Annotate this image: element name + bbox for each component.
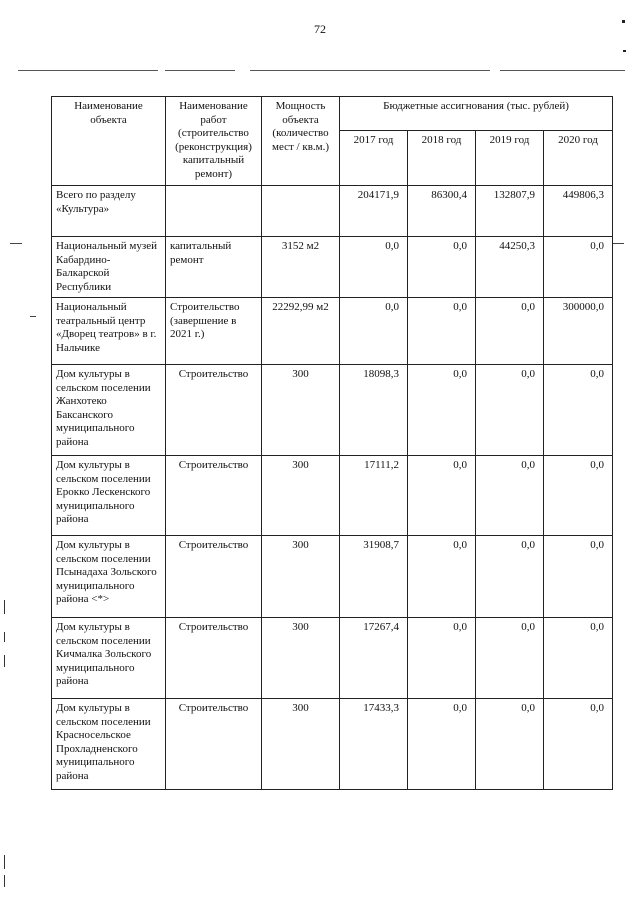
scan-artifact xyxy=(30,316,36,317)
header-year-2017: 2017 год xyxy=(340,131,408,186)
value-2018: 86300,4 xyxy=(408,186,476,237)
work-type: Строительство xyxy=(166,456,262,536)
value-2020: 0,0 xyxy=(544,237,613,298)
scan-line xyxy=(250,70,490,71)
value-2019: 0,0 xyxy=(476,699,544,790)
value-2019: 0,0 xyxy=(476,536,544,618)
value-2018: 0,0 xyxy=(408,237,476,298)
object-name: Национальный музей Кабардино-Балкарской Республики xyxy=(52,237,166,298)
capacity: 3152 м2 xyxy=(262,237,340,298)
table-row xyxy=(52,186,613,237)
capacity: 300 xyxy=(262,618,340,699)
value-2018: 0,0 xyxy=(408,618,476,699)
value-2017: 0,0 xyxy=(340,298,408,365)
scan-line xyxy=(18,70,158,71)
work-type: капитальный ремонт xyxy=(166,237,262,298)
value-2020: 0,0 xyxy=(544,699,613,790)
table-row xyxy=(52,536,613,618)
object-name: Национальный театральный центр «Дворец театров» в г. Нальчике xyxy=(52,298,166,365)
value-2018: 0,0 xyxy=(408,365,476,456)
scan-artifact xyxy=(4,855,5,869)
table-row xyxy=(52,699,613,790)
scan-artifact xyxy=(4,600,5,614)
capacity: 22292,99 м2 xyxy=(262,298,340,365)
object-name: Дом культуры в сельском поселении Кичмалка Зольского муниципального района xyxy=(52,618,166,699)
work-type: Строительство xyxy=(166,536,262,618)
scan-artifact xyxy=(4,875,5,887)
work-type: Строительство (завершение в 2021 г.) xyxy=(166,298,262,365)
value-2017: 17111,2 xyxy=(340,456,408,536)
table-header xyxy=(52,97,613,186)
value-2020: 0,0 xyxy=(544,536,613,618)
object-name: Дом культуры в сельском поселении Жанхотеко Баксанского муниципального района xyxy=(52,365,166,456)
value-2018: 0,0 xyxy=(408,699,476,790)
scan-artifact xyxy=(623,50,626,52)
capacity xyxy=(262,186,340,237)
value-2019: 0,0 xyxy=(476,365,544,456)
work-type: Строительство xyxy=(166,365,262,456)
value-2020: 300000,0 xyxy=(544,298,613,365)
header-budget: Бюджетные ассигнования (тыс. рублей) xyxy=(340,97,613,131)
header-capacity: Мощность объекта (количество мест / кв.м.) xyxy=(262,97,340,186)
capacity: 300 xyxy=(262,536,340,618)
table-row xyxy=(52,456,613,536)
value-2017: 17267,4 xyxy=(340,618,408,699)
table-row xyxy=(52,237,613,298)
work-type: Строительство xyxy=(166,618,262,699)
value-2017: 17433,3 xyxy=(340,699,408,790)
value-2017: 204171,9 xyxy=(340,186,408,237)
scan-artifact xyxy=(622,20,625,23)
value-2019: 0,0 xyxy=(476,456,544,536)
header-work-type: Наименование работ (строительство (реконструкция) капитальный ремонт) xyxy=(166,97,262,186)
table-row xyxy=(52,618,613,699)
object-name: Дом культуры в сельском поселении Красносельское Прохладненского муниципального района xyxy=(52,699,166,790)
scan-artifact xyxy=(612,243,624,244)
value-2017: 18098,3 xyxy=(340,365,408,456)
value-2018: 0,0 xyxy=(408,456,476,536)
work-type: Строительство xyxy=(166,699,262,790)
value-2019: 0,0 xyxy=(476,618,544,699)
scan-line xyxy=(500,70,625,71)
capacity: 300 xyxy=(262,456,340,536)
value-2020: 0,0 xyxy=(544,456,613,536)
budget-table xyxy=(51,96,613,790)
value-2018: 0,0 xyxy=(408,298,476,365)
work-type xyxy=(166,186,262,237)
page-number: 72 xyxy=(314,22,326,36)
header-year-2020: 2020 год xyxy=(544,131,613,186)
table-row xyxy=(52,298,613,365)
scan-artifact xyxy=(4,632,5,642)
value-2019: 132807,9 xyxy=(476,186,544,237)
table-row xyxy=(52,365,613,456)
header-object-name: Наименование объекта xyxy=(52,97,166,186)
value-2020: 449806,3 xyxy=(544,186,613,237)
value-2019: 44250,3 xyxy=(476,237,544,298)
scan-artifact xyxy=(4,655,5,667)
scan-line xyxy=(165,70,235,71)
header-year-2019: 2019 год xyxy=(476,131,544,186)
object-name: Дом культуры в сельском поселении Ерокко Лескенского муниципального района xyxy=(52,456,166,536)
value-2020: 0,0 xyxy=(544,618,613,699)
object-name: Дом культуры в сельском поселении Псынадаха Зольского муниципального района <*> xyxy=(52,536,166,618)
object-name: Всего по разделу «Культура» xyxy=(52,186,166,237)
value-2017: 31908,7 xyxy=(340,536,408,618)
scan-artifact xyxy=(10,243,22,244)
capacity: 300 xyxy=(262,699,340,790)
header-year-2018: 2018 год xyxy=(408,131,476,186)
value-2017: 0,0 xyxy=(340,237,408,298)
capacity: 300 xyxy=(262,365,340,456)
value-2020: 0,0 xyxy=(544,365,613,456)
value-2018: 0,0 xyxy=(408,536,476,618)
value-2019: 0,0 xyxy=(476,298,544,365)
